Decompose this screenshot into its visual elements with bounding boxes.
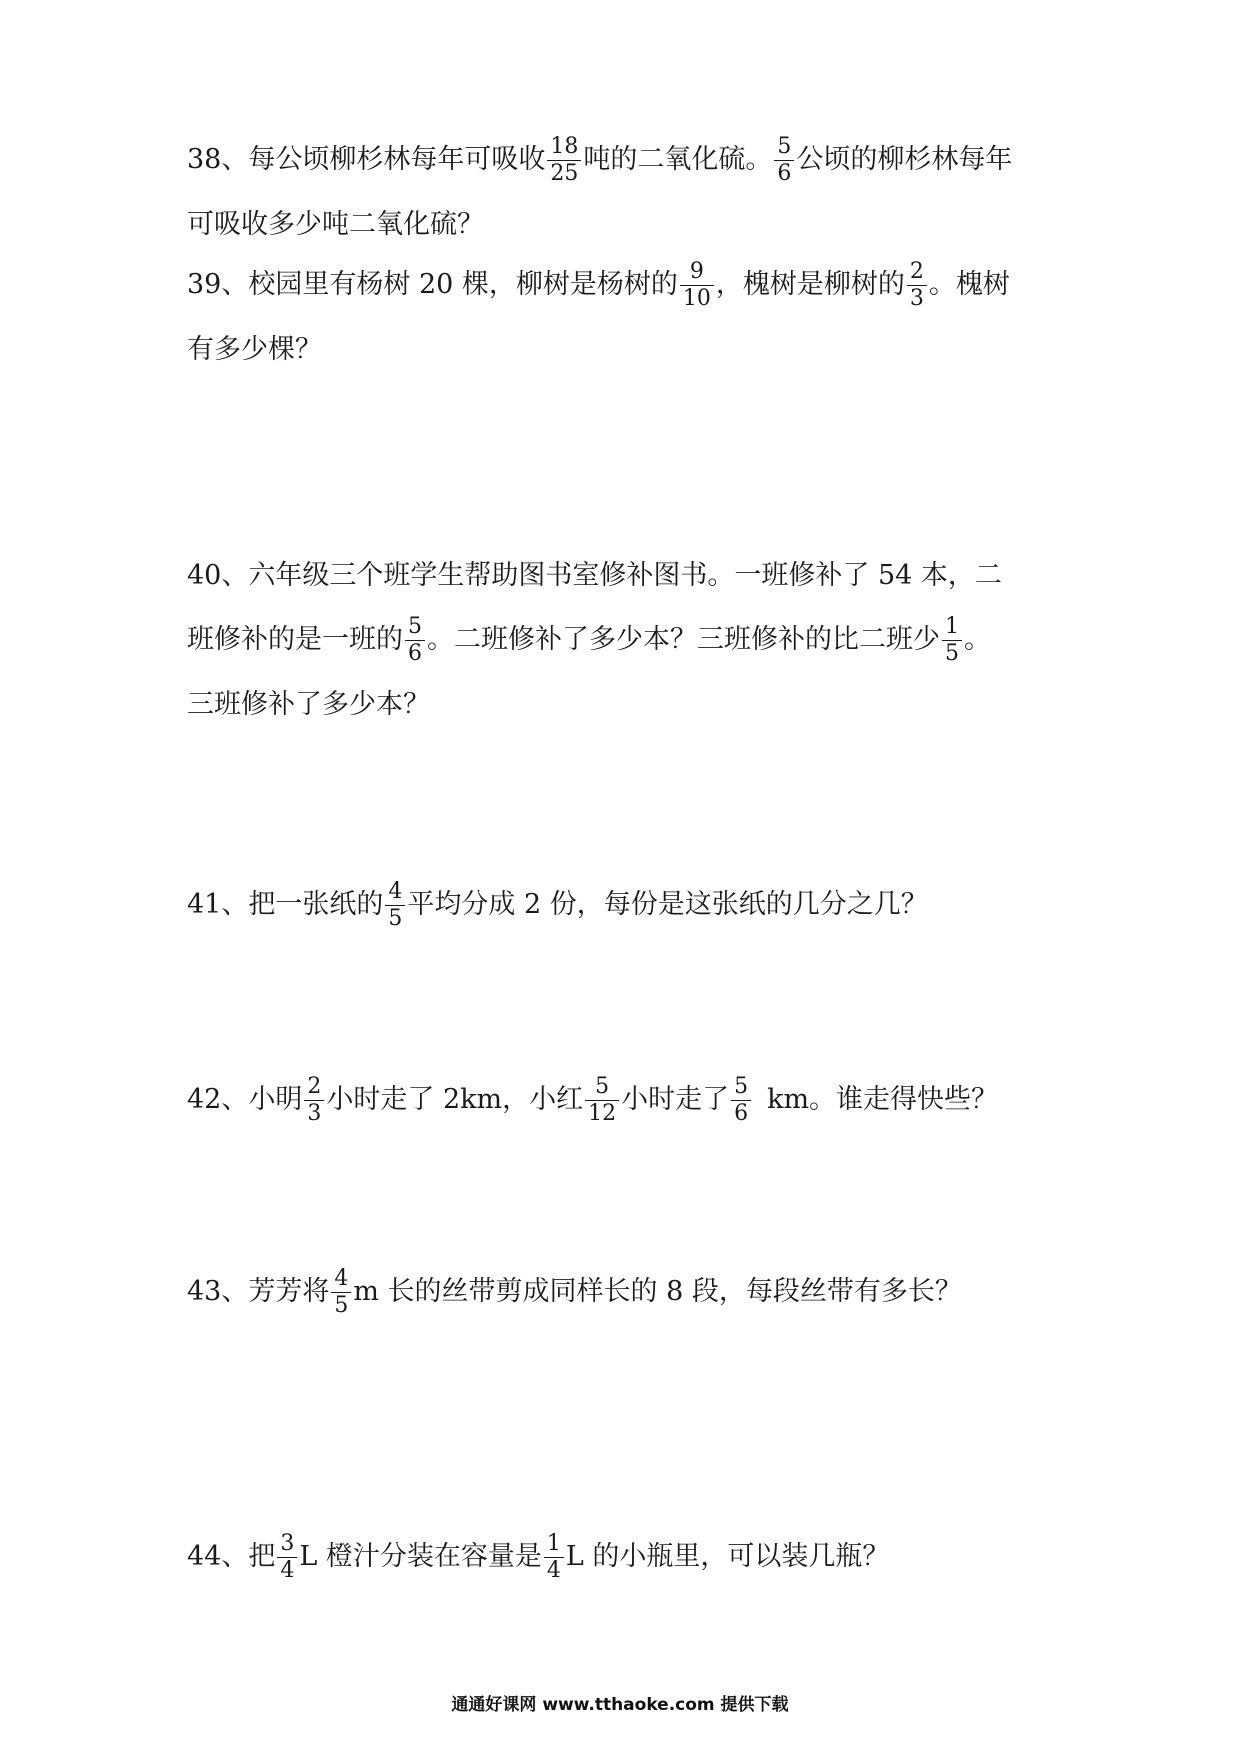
fraction-denominator: 3 — [909, 285, 924, 311]
fraction-numerator: 1 — [546, 1530, 561, 1556]
problem-42-fraction-1 — [304, 1074, 324, 1127]
problem-39-text-b: ，槐树是柳树的 — [715, 269, 905, 300]
problem-42-text-d: km。谁走得快些？ — [767, 1084, 999, 1115]
problem-42-text-c: 小时走了 — [621, 1084, 730, 1115]
problem-40-text-a: 班修补的是一班的 — [187, 624, 403, 655]
problem-41-line-1 — [187, 878, 928, 931]
fraction-denominator: 6 — [734, 1100, 749, 1126]
fraction-denominator: 4 — [546, 1557, 561, 1583]
problem-40-text-c: 。 — [964, 624, 991, 655]
problem-38-text-c: 公顷的柳杉林每年 — [796, 144, 1013, 175]
problem-42-fraction-3 — [731, 1074, 751, 1127]
problem-44-fraction-2 — [544, 1531, 564, 1584]
problem-43-text-b: m 长的丝带剪成同样长的 8 段，每段丝带有多长？ — [353, 1276, 962, 1307]
problem-43-text-a: 43、芳芳将 — [187, 1276, 330, 1307]
problem-40-line-2 — [187, 613, 991, 666]
problem-38-fraction-2 — [774, 134, 794, 187]
fraction-denominator: 3 — [307, 1100, 322, 1126]
problem-40-fraction-1 — [405, 614, 425, 667]
fraction-denominator: 6 — [408, 640, 422, 666]
fraction-numerator: 2 — [909, 258, 924, 284]
fraction-numerator: 2 — [307, 1073, 322, 1099]
fraction-numerator: 4 — [388, 878, 403, 904]
problem-44-line-1 — [187, 1530, 890, 1583]
problem-41-fraction-1 — [385, 879, 405, 932]
fraction-numerator: 3 — [280, 1530, 295, 1556]
fraction-numerator: 5 — [595, 1073, 610, 1099]
fraction-numerator: 5 — [734, 1073, 749, 1099]
fraction-denominator: 6 — [777, 160, 792, 186]
problem-40-fraction-2 — [942, 614, 962, 667]
fraction-denominator: 5 — [388, 905, 403, 931]
problem-38-line-2: 可吸收多少吨二氧化硫？ — [187, 209, 484, 240]
problem-39-fraction-1 — [680, 259, 714, 312]
problem-42-line-1 — [187, 1073, 999, 1126]
problem-39-line-2: 有多少棵？ — [187, 334, 322, 365]
problem-38-text-b: 吨的二氧化硫。 — [583, 144, 773, 175]
problem-38-fraction-1 — [547, 134, 581, 187]
problem-44-text-a: 44、把 — [187, 1541, 276, 1572]
fraction-numerator: 18 — [550, 133, 579, 159]
fraction-denominator: 12 — [588, 1100, 617, 1126]
fraction-denominator: 5 — [334, 1292, 349, 1318]
problem-41-text-b: 平均分成 2 份，每份是这张纸的几分之几？ — [407, 889, 928, 920]
problem-44-text-b: L 橙汁分装在容量是 — [299, 1541, 542, 1572]
fraction-numerator: 9 — [689, 258, 704, 284]
problem-40-line-3: 三班修补了多少本？ — [187, 689, 430, 720]
problem-43-fraction-1 — [331, 1266, 351, 1319]
problem-38-text-a: 38、每公顷柳杉林每年可吸收 — [187, 144, 546, 175]
fraction-numerator: 5 — [777, 133, 792, 159]
problem-42-text-a: 42、小明 — [187, 1084, 303, 1115]
fraction-numerator: 1 — [945, 613, 959, 639]
problem-40-text-b: 。二班修补了多少本？三班修补的比二班少 — [427, 624, 940, 655]
fraction-denominator: 25 — [550, 160, 579, 186]
problem-42-text-b: 小时走了 2km，小红 — [326, 1084, 584, 1115]
problem-41-text-a: 41、把一张纸的 — [187, 889, 384, 920]
footer-credit: 通通好课网 www.tthaoke.com 提供下载 — [451, 1695, 789, 1715]
fraction-denominator: 5 — [945, 640, 959, 666]
problem-39-fraction-2 — [907, 259, 927, 312]
fraction-numerator: 5 — [408, 613, 422, 639]
problem-44-text-c: L 的小瓶里，可以装几瓶？ — [565, 1541, 890, 1572]
problem-38-line-1 — [187, 133, 1013, 186]
problem-39-text-a: 39、校园里有杨树 20 棵，柳树是杨树的 — [187, 269, 678, 300]
fraction-denominator: 4 — [280, 1557, 295, 1583]
problem-42-fraction-2 — [585, 1074, 619, 1127]
problem-44-fraction-1 — [277, 1531, 297, 1584]
fraction-numerator: 4 — [334, 1265, 349, 1291]
problem-40-line-1: 40、六年级三个班学生帮助图书室修补图书。一班修补了 54 本，二 — [187, 560, 1002, 591]
problem-39-line-1 — [187, 258, 1010, 311]
fraction-denominator: 10 — [682, 285, 711, 311]
problem-39-text-c: 。槐树 — [928, 269, 1010, 300]
problem-43-line-1 — [187, 1265, 962, 1318]
